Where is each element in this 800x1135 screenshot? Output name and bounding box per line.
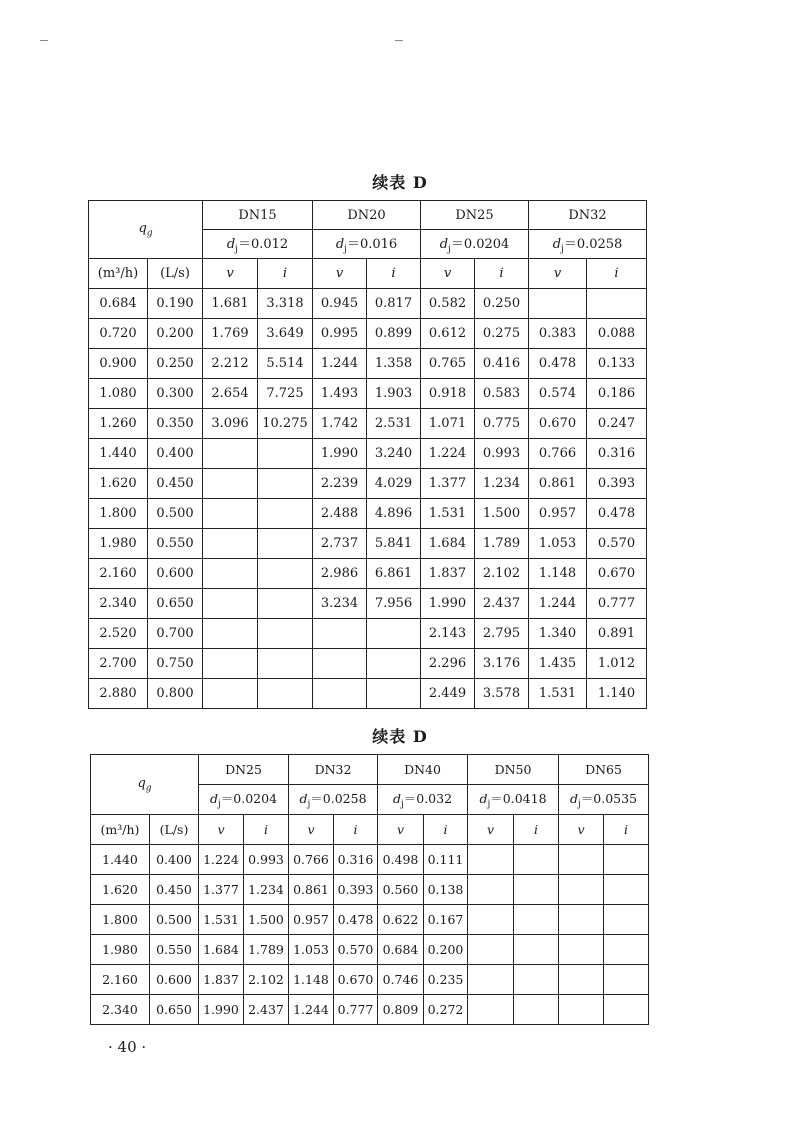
table-cell: 0.133 (587, 349, 647, 379)
diameter-cell: $d_j=0.0418$ (468, 785, 559, 815)
table-cell: 1.080 (89, 379, 148, 409)
table-cell: 0.350 (148, 409, 203, 439)
table-cell: 0.560 (378, 875, 424, 905)
table-cell: 0.899 (367, 319, 421, 349)
table-cell (258, 529, 313, 559)
table-row (89, 409, 647, 439)
table-cell: 0.684 (378, 935, 424, 965)
table-row (89, 499, 647, 529)
table-cell: 1.234 (244, 875, 289, 905)
variable-header: v (313, 259, 367, 289)
units-row (91, 815, 649, 845)
diameter-cell: $d_j=0.0204$ (199, 785, 289, 815)
table-cell: 0.766 (289, 845, 334, 875)
data-table-2 (90, 754, 649, 1025)
table-cell: 1.990 (199, 995, 244, 1025)
table-cell: 0.995 (313, 319, 367, 349)
table-caption: 续表 D (372, 173, 428, 192)
table-cell: 0.450 (150, 875, 199, 905)
table-cell: 1.531 (529, 679, 587, 709)
table-cell: 2.296 (421, 649, 475, 679)
table-row (91, 935, 649, 965)
table-cell: 1.224 (199, 845, 244, 875)
table-row (89, 649, 647, 679)
table-cell: 0.891 (587, 619, 647, 649)
table-cell: 1.224 (421, 439, 475, 469)
table-cell: 0.111 (424, 845, 468, 875)
table-cell (514, 965, 559, 995)
table-cell: 1.500 (475, 499, 529, 529)
table-cell: 0.574 (529, 379, 587, 409)
variable-header: v (378, 815, 424, 845)
table-cell: 0.275 (475, 319, 529, 349)
table-cell: 0.550 (150, 935, 199, 965)
dn-header: DN65 (559, 755, 649, 785)
table-cell (367, 619, 421, 649)
table-cell: 0.393 (587, 469, 647, 499)
table-row (91, 995, 649, 1025)
table-cell (203, 499, 258, 529)
table-cell: 2.880 (89, 679, 148, 709)
variable-header: i (604, 815, 649, 845)
table-row (91, 905, 649, 935)
table-cell: 5.841 (367, 529, 421, 559)
header-row (91, 755, 649, 785)
table-cell: 0.993 (475, 439, 529, 469)
table-cell (514, 875, 559, 905)
diameter-cell: $d_j=0.012$ (203, 230, 313, 259)
table-cell: 0.478 (334, 905, 378, 935)
variable-header: v (199, 815, 244, 845)
table-cell: 1.340 (529, 619, 587, 649)
table-cell: 1.071 (421, 409, 475, 439)
dn-header: DN15 (203, 201, 313, 230)
table-cell: 5.514 (258, 349, 313, 379)
table-cell: 0.775 (475, 409, 529, 439)
table-cell: 1.684 (199, 935, 244, 965)
table-cell: 0.700 (148, 619, 203, 649)
table-cell: 2.449 (421, 679, 475, 709)
table-cell: 1.681 (203, 289, 258, 319)
table-cell: 0.600 (148, 559, 203, 589)
table-cell (468, 965, 514, 995)
table-cell: 1.358 (367, 349, 421, 379)
table-cell: 0.316 (334, 845, 378, 875)
table-cell (468, 905, 514, 935)
table-cell: 0.272 (424, 995, 468, 1025)
table-cell: 1.500 (244, 905, 289, 935)
table-cell (559, 995, 604, 1025)
variable-header: v (529, 259, 587, 289)
table-row (89, 529, 647, 559)
table-cell: 0.861 (289, 875, 334, 905)
table-cell: 0.957 (529, 499, 587, 529)
table-cell: 1.440 (89, 439, 148, 469)
table-cell: 2.160 (91, 965, 150, 995)
table-cell: 0.583 (475, 379, 529, 409)
table-row (91, 875, 649, 905)
table-cell: 1.531 (421, 499, 475, 529)
table-cell: 4.896 (367, 499, 421, 529)
table-cell (604, 965, 649, 995)
table-cell: 1.742 (313, 409, 367, 439)
table-cell: 0.088 (587, 319, 647, 349)
table-cell: 1.620 (91, 875, 150, 905)
table-cell: 2.737 (313, 529, 367, 559)
dn-header: DN25 (421, 201, 529, 230)
diameter-cell: $d_j=0.0258$ (529, 230, 647, 259)
table-cell: 1.789 (475, 529, 529, 559)
table-cell: 0.670 (529, 409, 587, 439)
table-row (89, 319, 647, 349)
table-cell (559, 905, 604, 935)
table-cell: 0.570 (334, 935, 378, 965)
table-row (89, 469, 647, 499)
table-cell (604, 935, 649, 965)
scan-speck (40, 40, 48, 41)
table-cell: 1.440 (91, 845, 150, 875)
table-cell (468, 935, 514, 965)
table-cell: 0.600 (150, 965, 199, 995)
table-cell: 0.582 (421, 289, 475, 319)
table-cell: 0.250 (475, 289, 529, 319)
table-cell: 0.777 (334, 995, 378, 1025)
table-cell: 0.478 (587, 499, 647, 529)
table-cell (258, 499, 313, 529)
table-cell (258, 679, 313, 709)
table-cell: 1.990 (313, 439, 367, 469)
table-cell (468, 875, 514, 905)
table-cell (203, 439, 258, 469)
table-cell: 0.777 (587, 589, 647, 619)
table-cell (514, 995, 559, 1025)
table-cell: 1.800 (91, 905, 150, 935)
table-cell (258, 469, 313, 499)
variable-header: i (258, 259, 313, 289)
variable-header: i (587, 259, 647, 289)
table-cell: 0.235 (424, 965, 468, 995)
table-row (89, 289, 647, 319)
table-cell (559, 965, 604, 995)
table-cell (604, 875, 649, 905)
table-cell: 1.769 (203, 319, 258, 349)
table-cell: 3.649 (258, 319, 313, 349)
table-cell: 3.176 (475, 649, 529, 679)
table-cell: 0.500 (150, 905, 199, 935)
table-cell: 0.383 (529, 319, 587, 349)
table-cell: 2.531 (367, 409, 421, 439)
table-cell: 0.861 (529, 469, 587, 499)
table-cell (367, 649, 421, 679)
dn-header: DN25 (199, 755, 289, 785)
table-cell: 0.550 (148, 529, 203, 559)
table-cell: 1.260 (89, 409, 148, 439)
table-cell: 3.578 (475, 679, 529, 709)
table-cell: 2.160 (89, 559, 148, 589)
dn-header: DN40 (378, 755, 468, 785)
table-row (91, 845, 649, 875)
table-cell: 0.746 (378, 965, 424, 995)
table-cell (203, 619, 258, 649)
table-cell: 0.670 (334, 965, 378, 995)
table-caption: 续表 D (372, 727, 428, 746)
table-cell (203, 559, 258, 589)
table-cell: 0.247 (587, 409, 647, 439)
variable-header: i (367, 259, 421, 289)
table-cell: 0.918 (421, 379, 475, 409)
unit-header: (m³/h) (91, 815, 150, 845)
dn-header: DN32 (289, 755, 378, 785)
flow-header (89, 201, 203, 259)
table-cell: 2.488 (313, 499, 367, 529)
table-cell (258, 589, 313, 619)
table-cell (203, 469, 258, 499)
table-cell: 0.993 (244, 845, 289, 875)
table-cell: 0.316 (587, 439, 647, 469)
table-cell: 0.200 (424, 935, 468, 965)
table-cell: 0.393 (334, 875, 378, 905)
diameter-cell: $d_j=0.032$ (378, 785, 468, 815)
table-cell: 0.400 (150, 845, 199, 875)
table-cell: 6.861 (367, 559, 421, 589)
table-cell: 0.650 (150, 995, 199, 1025)
table-cell: 0.186 (587, 379, 647, 409)
table-cell: 0.478 (529, 349, 587, 379)
variable-header: i (244, 815, 289, 845)
table-cell: 1.234 (475, 469, 529, 499)
table-cell: 0.250 (148, 349, 203, 379)
table-cell: 1.244 (529, 589, 587, 619)
table-cell: 0.957 (289, 905, 334, 935)
variable-header: v (289, 815, 334, 845)
variable-header: v (203, 259, 258, 289)
table-cell: 0.167 (424, 905, 468, 935)
table-cell (203, 589, 258, 619)
variable-header: i (514, 815, 559, 845)
table-cell: 0.684 (89, 289, 148, 319)
variable-header: v (421, 259, 475, 289)
table-cell: 1.620 (89, 469, 148, 499)
table-cell: 1.140 (587, 679, 647, 709)
table-cell: 1.837 (199, 965, 244, 995)
table-cell: 2.986 (313, 559, 367, 589)
table-row (89, 589, 647, 619)
table-cell: 1.377 (199, 875, 244, 905)
table-cell: 1.980 (89, 529, 148, 559)
table-cell (258, 559, 313, 589)
table-cell: 2.437 (475, 589, 529, 619)
table-cell: 2.102 (244, 965, 289, 995)
table-cell: 0.400 (148, 439, 203, 469)
table-cell (514, 935, 559, 965)
variable-header: i (334, 815, 378, 845)
table-cell: 2.212 (203, 349, 258, 379)
diameter-cell: $d_j=0.0204$ (421, 230, 529, 259)
table-cell: 1.053 (289, 935, 334, 965)
table-cell: 1.053 (529, 529, 587, 559)
table-cell: 1.789 (244, 935, 289, 965)
table-cell: 0.720 (89, 319, 148, 349)
table-cell: 0.416 (475, 349, 529, 379)
table-row (91, 965, 649, 995)
table-row (89, 439, 647, 469)
table-cell: 2.700 (89, 649, 148, 679)
table-cell (313, 679, 367, 709)
diameter-cell: $d_j=0.016$ (313, 230, 421, 259)
table-cell: 0.190 (148, 289, 203, 319)
flow-label: $q_g$ (138, 220, 153, 239)
table-cell: 1.012 (587, 649, 647, 679)
units-row (89, 259, 647, 289)
table-cell: 2.795 (475, 619, 529, 649)
table-cell: 2.654 (203, 379, 258, 409)
table-cell: 0.750 (148, 649, 203, 679)
table-cell: 1.800 (89, 499, 148, 529)
dn-header: DN32 (529, 201, 647, 230)
table-cell: 1.684 (421, 529, 475, 559)
unit-header: (m³/h) (89, 259, 148, 289)
table-cell (559, 935, 604, 965)
table-cell: 0.500 (148, 499, 203, 529)
table-row (89, 559, 647, 589)
table-cell: 1.244 (313, 349, 367, 379)
table-cell: 1.903 (367, 379, 421, 409)
flow-header (91, 755, 199, 815)
table-cell (258, 649, 313, 679)
table-cell (604, 905, 649, 935)
table-row (89, 679, 647, 709)
scan-speck (395, 40, 403, 41)
table-cell: 2.102 (475, 559, 529, 589)
table-cell: 3.240 (367, 439, 421, 469)
table-row (89, 619, 647, 649)
header-row (89, 201, 647, 230)
table-cell: 2.340 (91, 995, 150, 1025)
variable-header: i (424, 815, 468, 845)
table-cell (313, 649, 367, 679)
table-cell (604, 995, 649, 1025)
table-cell: 2.520 (89, 619, 148, 649)
table-cell: 1.980 (91, 935, 150, 965)
table-cell: 2.437 (244, 995, 289, 1025)
table-cell: 0.650 (148, 589, 203, 619)
table-cell: 0.945 (313, 289, 367, 319)
table-row (89, 379, 647, 409)
diameter-cell: $d_j=0.0258$ (289, 785, 378, 815)
table-cell: 0.612 (421, 319, 475, 349)
table-cell: 1.148 (529, 559, 587, 589)
unit-header: (L/s) (148, 259, 203, 289)
table-cell: 0.570 (587, 529, 647, 559)
dn-header: DN20 (313, 201, 421, 230)
table-cell: 2.143 (421, 619, 475, 649)
table-cell (203, 679, 258, 709)
table-cell (559, 875, 604, 905)
table-cell: 3.318 (258, 289, 313, 319)
table-cell: 0.670 (587, 559, 647, 589)
table-cell (514, 845, 559, 875)
variable-header: i (475, 259, 529, 289)
table-cell: 1.244 (289, 995, 334, 1025)
table-cell: 1.493 (313, 379, 367, 409)
table-cell (604, 845, 649, 875)
table-cell (559, 845, 604, 875)
table-cell: 0.766 (529, 439, 587, 469)
unit-header: (L/s) (150, 815, 199, 845)
dn-header: DN50 (468, 755, 559, 785)
table-cell: 0.450 (148, 469, 203, 499)
table-cell: 0.800 (148, 679, 203, 709)
table-cell: 4.029 (367, 469, 421, 499)
variable-header: v (559, 815, 604, 845)
table-cell (203, 529, 258, 559)
diameter-cell: $d_j=0.0535$ (559, 785, 649, 815)
table-cell: 1.435 (529, 649, 587, 679)
table-row (89, 349, 647, 379)
table-cell: 0.817 (367, 289, 421, 319)
table-cell (468, 845, 514, 875)
table-cell: 1.531 (199, 905, 244, 935)
table-cell: 0.809 (378, 995, 424, 1025)
table-cell (367, 679, 421, 709)
table-cell: 1.377 (421, 469, 475, 499)
table-cell: 7.956 (367, 589, 421, 619)
table-cell: 3.234 (313, 589, 367, 619)
table-cell: 0.900 (89, 349, 148, 379)
table-cell: 3.096 (203, 409, 258, 439)
table-cell: 7.725 (258, 379, 313, 409)
table-cell (258, 619, 313, 649)
table-cell (203, 649, 258, 679)
table-cell: 0.498 (378, 845, 424, 875)
table-cell: 10.275 (258, 409, 313, 439)
table-cell (587, 289, 647, 319)
table-cell: 0.300 (148, 379, 203, 409)
table-cell: 1.990 (421, 589, 475, 619)
page-number: · 40 · (108, 1038, 147, 1056)
table-cell: 0.138 (424, 875, 468, 905)
table-cell (258, 439, 313, 469)
table-cell (468, 995, 514, 1025)
table-cell (529, 289, 587, 319)
flow-label: $q_g$ (137, 776, 152, 794)
table-cell: 0.765 (421, 349, 475, 379)
table-cell: 1.837 (421, 559, 475, 589)
table-cell (514, 905, 559, 935)
table-cell: 2.340 (89, 589, 148, 619)
variable-header: v (468, 815, 514, 845)
table-cell: 0.200 (148, 319, 203, 349)
table-cell: 1.148 (289, 965, 334, 995)
table-cell: 2.239 (313, 469, 367, 499)
data-table-1 (88, 200, 647, 709)
table-cell (313, 619, 367, 649)
table-cell: 0.622 (378, 905, 424, 935)
